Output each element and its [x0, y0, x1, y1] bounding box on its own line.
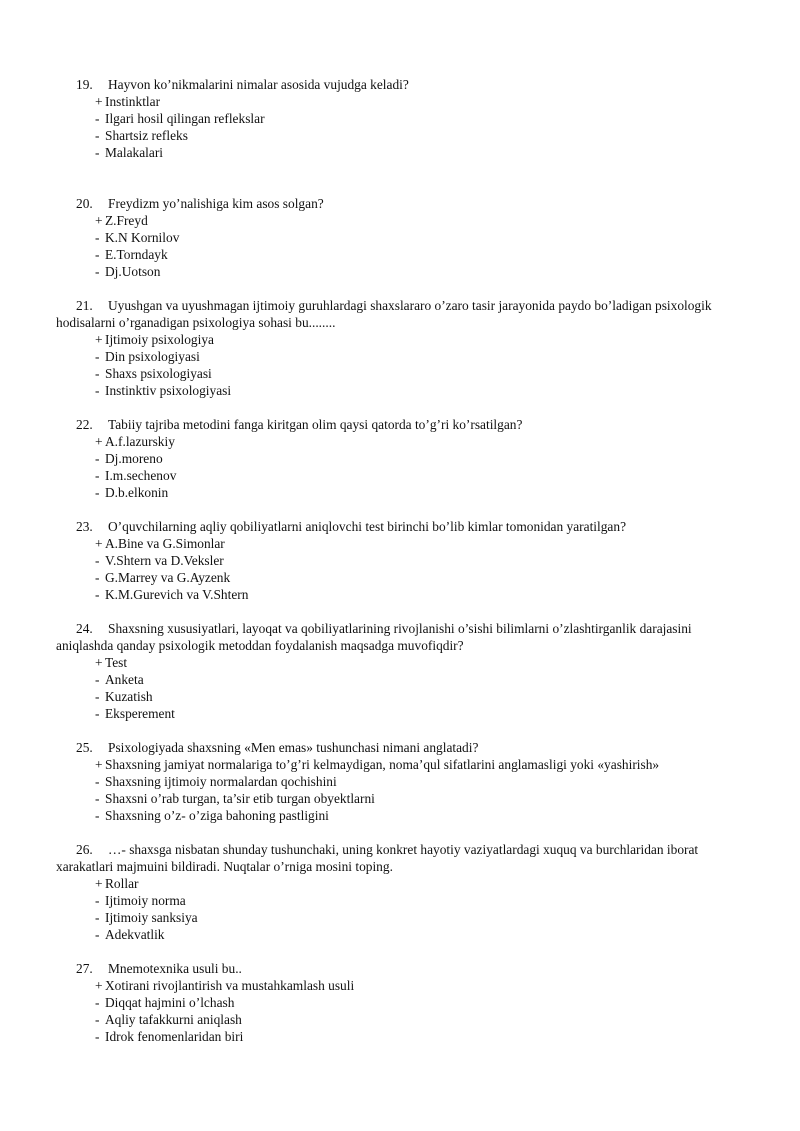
answer-option — [95, 807, 746, 824]
answer-options — [56, 654, 746, 722]
answer-text: Adekvatlik — [105, 927, 165, 942]
correct-marker: + — [95, 434, 103, 449]
answer-option — [95, 705, 746, 722]
option-marker: - — [95, 553, 100, 568]
question-prompt: O’quvchilarning aqliy qobiliyatlarni aniqlovchi test birinchi bo’lib kimlar tomonidan yaratilgan? — [108, 519, 627, 534]
answer-text: Shaxsning ijtimoiy normalardan qochishini — [105, 774, 337, 789]
question-24 — [56, 620, 746, 722]
answer-option — [95, 1028, 746, 1045]
question-26 — [56, 841, 746, 943]
answer-option — [95, 654, 746, 671]
answer-option — [95, 892, 746, 909]
answer-text: K.M.Gurevich va V.Shtern — [105, 587, 249, 602]
answer-options — [56, 433, 746, 501]
answer-text: Shaxsning jamiyat normalariga to’g’ri kelmaydigan, noma’qul sifatlarini anglamasligi yoki «yashirish» — [105, 757, 660, 772]
answer-option — [95, 127, 746, 144]
answer-options — [56, 93, 746, 161]
answer-text: Shaxsni o’rab turgan, ta’sir etib turgan obyektlarni — [105, 791, 375, 806]
answer-text: G.Marrey va G.Ayzenk — [105, 570, 231, 585]
correct-marker: + — [95, 213, 103, 228]
answer-text: Anketa — [105, 672, 144, 687]
option-marker: - — [95, 451, 100, 466]
option-marker: - — [95, 689, 100, 704]
answer-text: Diqqat hajmini o’lchash — [105, 995, 235, 1010]
answer-option — [95, 671, 746, 688]
answer-text: Dj.Uotson — [105, 264, 161, 279]
question-number: 22. — [76, 417, 93, 432]
answer-text: D.b.elkonin — [105, 485, 169, 500]
option-marker: - — [95, 1029, 100, 1044]
option-marker: - — [95, 230, 100, 245]
answer-text: Dj.moreno — [105, 451, 163, 466]
correct-marker: + — [95, 536, 103, 551]
answer-text: Shaxs psixologiyasi — [105, 366, 212, 381]
option-marker: - — [95, 366, 100, 381]
answer-text: Ijtimoiy psixologiya — [105, 332, 214, 347]
answer-text: E.Torndayk — [105, 247, 168, 262]
answer-text: Instinktlar — [105, 94, 161, 109]
answer-text: Xotirani rivojlantirish va mustahkamlash usuli — [105, 978, 355, 993]
question-text — [56, 76, 746, 93]
answer-text: Z.Freyd — [105, 213, 148, 228]
correct-marker: + — [95, 332, 103, 347]
option-marker: - — [95, 672, 100, 687]
question-number: 27. — [76, 961, 93, 976]
answer-option — [95, 875, 746, 892]
answer-text: Kuzatish — [105, 689, 153, 704]
answer-option — [95, 467, 746, 484]
answer-text: Idrok fenomenlaridan biri — [105, 1029, 244, 1044]
correct-marker: + — [95, 757, 103, 772]
question-number: 19. — [76, 77, 93, 92]
option-marker: - — [95, 587, 100, 602]
answer-text: Rollar — [105, 876, 139, 891]
answer-option — [95, 586, 746, 603]
answer-option — [95, 110, 746, 127]
option-marker: - — [95, 774, 100, 789]
answer-option — [95, 552, 746, 569]
answer-text: Malakalari — [105, 145, 163, 160]
question-prompt: Uyushgan va uyushmagan ijtimoiy guruhlardagi shaxslararo o’zaro tasir jarayonida paydo bo’ladigan psixologik hodisalarni o’rganadigan psixologiya sohasi bu........ — [56, 298, 712, 330]
question-text — [56, 620, 746, 654]
answer-option — [95, 535, 746, 552]
option-marker: - — [95, 570, 100, 585]
question-text — [56, 518, 746, 535]
answer-option — [95, 93, 746, 110]
question-text — [56, 960, 746, 977]
question-22 — [56, 416, 746, 501]
correct-marker: + — [95, 655, 103, 670]
answer-text: Din psixologiyasi — [105, 349, 200, 364]
option-marker: - — [95, 111, 100, 126]
option-marker: - — [95, 893, 100, 908]
answer-text: Shaxsning o’z- o’ziga bahoning pastligini — [105, 808, 329, 823]
option-marker: - — [95, 808, 100, 823]
option-marker: - — [95, 383, 100, 398]
answer-options — [56, 756, 746, 824]
answer-option — [95, 688, 746, 705]
answer-text: A.f.lazurskiy — [105, 434, 175, 449]
answer-option — [95, 450, 746, 467]
answer-text: Ijtimoiy norma — [105, 893, 186, 908]
answer-options — [56, 875, 746, 943]
answer-option — [95, 1011, 746, 1028]
question-21 — [56, 297, 746, 399]
question-23 — [56, 518, 746, 603]
answer-option — [95, 229, 746, 246]
answer-option — [95, 926, 746, 943]
question-prompt: Hayvon ko’nikmalarini nimalar asosida vujudga keladi? — [108, 77, 409, 92]
answer-options — [56, 535, 746, 603]
option-marker: - — [95, 247, 100, 262]
answer-text: I.m.sechenov — [105, 468, 177, 483]
question-20 — [56, 195, 746, 280]
answer-text: Instinktiv psixologiyasi — [105, 383, 232, 398]
answer-option — [95, 994, 746, 1011]
answer-text: A.Bine va G.Simonlar — [105, 536, 225, 551]
answer-option — [95, 246, 746, 263]
question-text — [56, 739, 746, 756]
answer-text: Shartsiz refleks — [105, 128, 188, 143]
option-marker: - — [95, 128, 100, 143]
answer-options — [56, 977, 746, 1045]
option-marker: - — [95, 485, 100, 500]
answer-option — [95, 569, 746, 586]
question-prompt: Tabiiy tajriba metodini fanga kiritgan olim qaysi qatorda to’g’ri ko’rsatilgan? — [108, 417, 523, 432]
answer-option — [95, 790, 746, 807]
correct-marker: + — [95, 978, 103, 993]
answer-option — [95, 382, 746, 399]
answer-option — [95, 331, 746, 348]
question-number: 23. — [76, 519, 93, 534]
answer-option — [95, 144, 746, 161]
answer-text: Eksperement — [105, 706, 175, 721]
answer-option — [95, 212, 746, 229]
question-prompt: …- shaxsga nisbatan shunday tushunchaki, uning konkret hayotiy vaziyatlardagi xuquq va burchlaridan iborat xarakatlari majmuini bildiradi. Nuqtalar o’rniga mosini toping. — [56, 842, 699, 874]
question-number: 24. — [76, 621, 93, 636]
answer-text: Test — [105, 655, 128, 670]
question-prompt: Mnemotexnika usuli bu.. — [108, 961, 242, 976]
option-marker: - — [95, 264, 100, 279]
question-number: 21. — [76, 298, 93, 313]
option-marker: - — [95, 468, 100, 483]
question-25 — [56, 739, 746, 824]
question-19 — [56, 76, 746, 161]
answer-option — [95, 263, 746, 280]
option-marker: - — [95, 145, 100, 160]
answer-text: Aqliy tafakkurni aniqlash — [105, 1012, 242, 1027]
option-marker: - — [95, 995, 100, 1010]
answer-option — [95, 348, 746, 365]
question-number: 26. — [76, 842, 93, 857]
answer-options — [56, 331, 746, 399]
answer-option — [95, 909, 746, 926]
answer-text: Ilgari hosil qilingan reflekslar — [105, 111, 265, 126]
option-marker: - — [95, 791, 100, 806]
question-text — [56, 195, 746, 212]
question-prompt: Shaxsning xususiyatlari, layoqat va qobiliyatlarining rivojlanishi o’sishi bilimlarni o’zlashtirganlik darajasini aniqlashda qanday psixologik metoddan foydalanish maqsadga muvofiqdir? — [56, 621, 692, 653]
question-prompt: Freydizm yo’nalishiga kim asos solgan? — [108, 196, 324, 211]
correct-marker: + — [95, 94, 103, 109]
answer-option — [95, 977, 746, 994]
answer-option — [95, 773, 746, 790]
answer-option — [95, 756, 746, 773]
question-text — [56, 416, 746, 433]
answer-text: Ijtimoiy sanksiya — [105, 910, 198, 925]
answer-text: V.Shtern va D.Veksler — [105, 553, 224, 568]
question-number: 20. — [76, 196, 93, 211]
question-text — [56, 841, 746, 875]
answer-option — [95, 484, 746, 501]
answer-text: K.N Kornilov — [105, 230, 180, 245]
option-marker: - — [95, 927, 100, 942]
answer-options — [56, 212, 746, 280]
option-marker: - — [95, 910, 100, 925]
option-marker: - — [95, 706, 100, 721]
answer-option — [95, 433, 746, 450]
option-marker: - — [95, 349, 100, 364]
question-prompt: Psixologiyada shaxsning «Men emas» tushunchasi nimani anglatadi? — [108, 740, 479, 755]
option-marker: - — [95, 1012, 100, 1027]
correct-marker: + — [95, 876, 103, 891]
question-text — [56, 297, 746, 331]
question-number: 25. — [76, 740, 93, 755]
answer-option — [95, 365, 746, 382]
question-27 — [56, 960, 746, 1045]
